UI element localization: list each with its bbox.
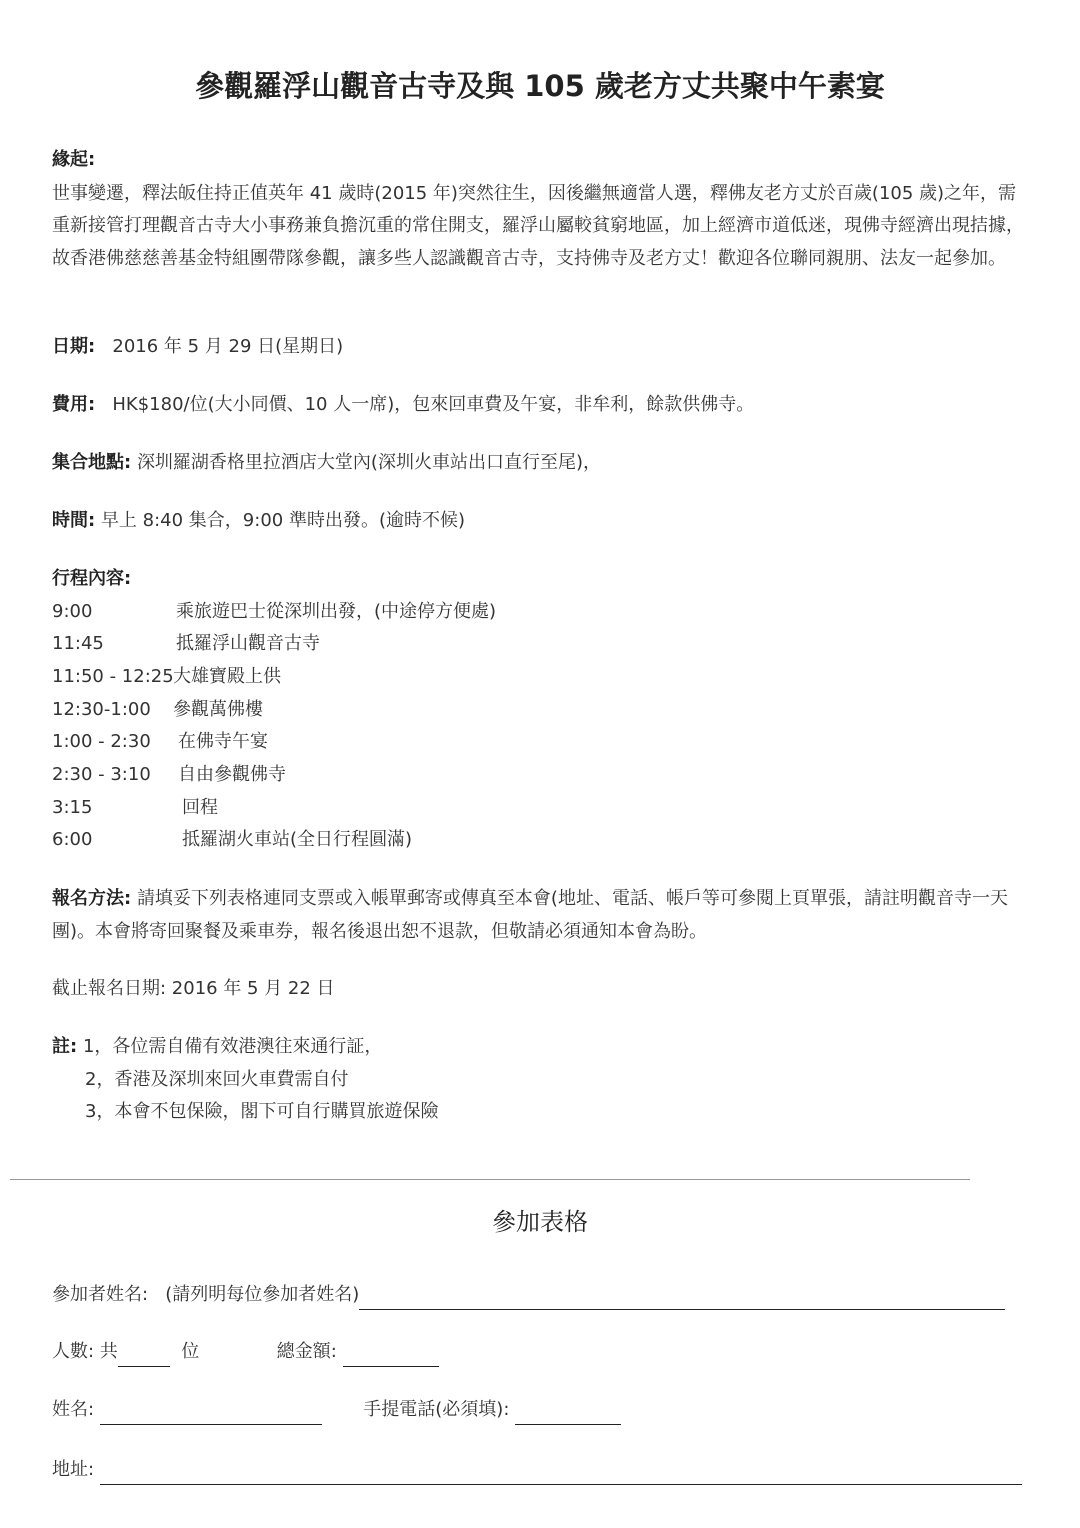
participants-row	[52, 1280, 1005, 1310]
meeting-line	[52, 447, 1028, 480]
itinerary-time: 11:45	[52, 633, 104, 655]
itinerary-time: 2:30 - 3:10	[52, 763, 151, 785]
itinerary-row	[52, 726, 1028, 759]
origin-section	[52, 144, 1028, 275]
meeting-value: 深圳羅湖香格里拉酒店大堂內(深圳火車站出口直行至尾)，	[136, 452, 601, 473]
fee-value: HK$180/位(大小同價、10 人一席)，包來回車費及午宴，非牟利，餘款供佛寺。	[112, 394, 755, 415]
itinerary-desc: 在佛寺午宴	[178, 731, 268, 753]
participants-label: 參加者姓名:	[52, 1284, 149, 1305]
time-label: 時間:	[52, 510, 96, 531]
itinerary-desc: 抵羅浮山觀音古寺	[176, 633, 320, 655]
address-row	[52, 1455, 1022, 1485]
fee-label: 費用:	[52, 394, 96, 415]
itinerary-desc: 抵羅湖火車站(全日行程圓滿)	[182, 829, 413, 851]
origin-label: 緣起:	[52, 149, 96, 170]
date-label: 日期:	[52, 336, 96, 357]
registration-section	[52, 883, 1028, 948]
time-line	[52, 505, 1028, 538]
notes-label: 註:	[52, 1036, 78, 1057]
itinerary-row	[52, 661, 1028, 694]
page-title: 參觀羅浮山觀音古寺及與 105 歲老方丈共聚中午素宴	[195, 69, 885, 103]
fee-line	[52, 389, 1028, 422]
count-field[interactable]	[118, 1344, 170, 1367]
date-value: 2016 年 5 月 29 日(星期日)	[112, 336, 344, 357]
itinerary-row	[52, 759, 1028, 792]
count-unit: 位	[181, 1341, 200, 1362]
total-field[interactable]	[343, 1344, 439, 1367]
notes-section	[52, 1031, 1028, 1129]
itinerary-row	[52, 694, 1028, 727]
registration-label: 報名方法:	[52, 888, 132, 909]
name-phone-row	[52, 1395, 621, 1425]
itinerary-row	[52, 596, 1028, 629]
note-item: 1，各位需自備有效港澳往來通行証，	[82, 1036, 383, 1057]
itinerary-desc: 乘旅遊巴士從深圳出發，(中途停方便處)	[176, 600, 497, 622]
time-value: 早上 8:40 集合，9:00 準時出發。(逾時不候)	[100, 510, 465, 531]
itinerary-section	[52, 563, 1028, 857]
itinerary-row	[52, 792, 1028, 825]
form-title: 參加表格	[492, 1208, 588, 1236]
itinerary-desc: 回程	[182, 796, 218, 818]
itinerary-time: 1:00 - 2:30	[52, 731, 151, 753]
address-field[interactable]	[100, 1462, 1022, 1485]
date-line	[52, 331, 1028, 364]
origin-text: 世事變遷，釋法皈住持正值英年 41 歲時(2015 年)突然往生，因後繼無適當人選，釋佛友老方丈於百歲(105 歲)之年，需重新接管打理觀音古寺大小事務兼負擔沉重的常住開支，羅浮山屬較貧窮地區，加上經濟市道低迷，現佛寺經濟出現拮據，故香港佛慈慈善基金特組團帶隊參觀，讓多些人認識觀音古寺，支持佛寺及老方丈！歡迎各位聯同親朋、法友一起參加。	[52, 182, 1024, 269]
count-total-row	[52, 1337, 439, 1367]
itinerary-time: 6:00	[52, 829, 93, 851]
itinerary-time: 12:30-1:00	[52, 698, 151, 720]
itinerary-desc: 參觀萬佛樓	[173, 698, 263, 720]
note-item: 3，本會不包保險，閣下可自行購買旅遊保險	[85, 1101, 439, 1122]
itinerary-desc: 自由參觀佛寺	[178, 763, 286, 785]
total-label: 總金額:	[276, 1341, 337, 1362]
itinerary-time: 11:50 - 12:25	[52, 665, 174, 687]
phone-field[interactable]	[515, 1402, 621, 1425]
name-field[interactable]	[100, 1402, 322, 1425]
address-label: 地址:	[52, 1459, 95, 1480]
itinerary-desc: 大雄寶殿上供	[173, 665, 281, 687]
name-label: 姓名:	[52, 1399, 95, 1420]
itinerary-time: 3:15	[52, 796, 93, 818]
count-label: 人數: 共	[52, 1341, 118, 1362]
itinerary-row	[52, 824, 1028, 857]
itinerary-time: 9:00	[52, 600, 93, 622]
section-divider	[10, 1179, 970, 1180]
participants-field[interactable]	[359, 1287, 1005, 1310]
meeting-label: 集合地點:	[52, 452, 132, 473]
itinerary-row	[52, 628, 1028, 661]
note-item: 2，香港及深圳來回火車費需自付	[85, 1068, 349, 1090]
phone-label: 手提電話(必須填):	[363, 1399, 510, 1420]
itinerary-label: 行程內容:	[52, 568, 132, 589]
itinerary-table	[52, 596, 1028, 858]
registration-text: 請填妥下列表格連同支票或入帳單郵寄或傳真至本會(地址、電話、帳戶等可參閱上頁單張，請註明觀音寺一天團)。本會將寄回聚餐及乘車券，報名後退出恕不退款，但敬請必須通知本會為盼。	[52, 888, 1008, 942]
deadline-line: 截止報名日期: 2016 年 5 月 22 日	[52, 978, 335, 999]
participants-hint: (請列明每位參加者姓名)	[165, 1284, 360, 1305]
